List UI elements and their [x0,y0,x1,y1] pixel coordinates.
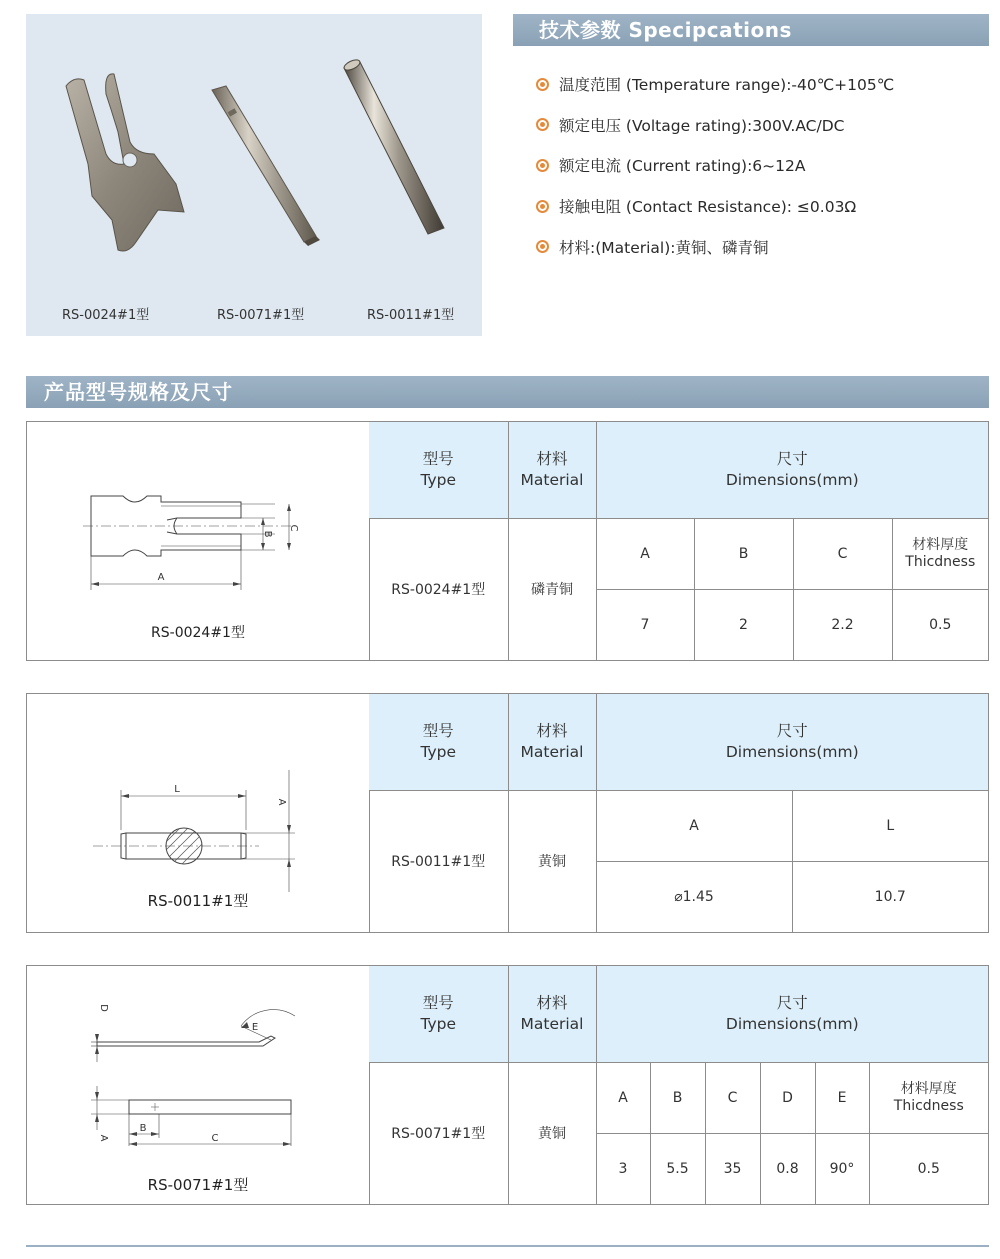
cell-material: 黄铜 [508,790,596,932]
product-photos [26,14,482,336]
photo-label-rs0024: RS-0024#1型 [62,308,150,323]
dim-value-l: 10.7 [792,861,988,932]
dim-label-a: A [596,1062,650,1133]
spec-list [536,64,986,267]
cell-model: RS-0024#1型 [369,518,508,660]
header-dimensions: 尺寸 Dimensions(mm) [596,694,988,790]
header-material: 材料 Material [508,694,596,790]
drawing-rs0024 [27,422,370,660]
drawing-label-e: E [251,1022,259,1033]
dim-label-a: A [596,790,792,861]
spec-text-material: 材料:(Material):黄铜、磷青铜 [559,238,769,257]
dim-label-b: B [650,1062,705,1133]
spec-item [536,145,986,186]
product-section-title: 产品型号规格及尺寸 [26,376,989,408]
dim-value-c: 35 [705,1133,760,1204]
drawing-rs0011 [27,694,370,932]
dim-label-l: L [792,790,988,861]
dim-label-a: A [596,518,694,589]
header-type: 型号 Type [369,422,508,518]
spec-item [536,226,986,267]
dim-label-c: C [705,1062,760,1133]
dim-label-b: B [694,518,793,589]
drawing-label-a: A [157,572,165,583]
flat-blade-photo [212,86,320,246]
cell-model: RS-0071#1型 [369,1062,508,1204]
spec-table-rs0071 [369,966,988,1205]
spec-table-rs0011 [369,694,988,933]
header-type: 型号 Type [369,694,508,790]
dim-value-c: 2.2 [793,589,892,660]
header-dimensions: 尺寸 Dimensions(mm) [596,966,988,1062]
cell-material: 磷青铜 [508,518,596,660]
circle-bullet-icon [536,240,549,253]
dim-value-b: 5.5 [650,1133,705,1204]
round-pin-photo [343,58,444,234]
spec-text-resistance: 接触电阻 (Contact Resistance): ≤0.03Ω [559,198,857,217]
product-block-rs0071 [26,965,989,1205]
dim-value-d: 0.8 [760,1133,815,1204]
drawing-label-b: B [139,1123,147,1134]
circle-bullet-icon [536,78,549,91]
dim-label-c: C [793,518,892,589]
dim-value-thickness: 0.5 [869,1133,988,1204]
spec-table-rs0024 [369,422,988,661]
drawing-label-b: B [262,530,273,538]
drawing-label-a: A [276,798,287,806]
dim-value-a: 7 [596,589,694,660]
forked-terminal-photo [66,74,184,251]
dim-value-b: 2 [694,589,793,660]
cell-material: 黄铜 [508,1062,596,1204]
spec-item [536,186,986,227]
drawing-label-d: D [98,1004,109,1012]
dim-label-thickness: 材料厚度 Thicdness [869,1062,988,1133]
dim-value-e: 90° [815,1133,869,1204]
drawing-label-l: L [174,784,180,795]
product-block-rs0024 [26,421,989,661]
spec-section-title: 技术参数 Specipcations [513,14,989,46]
dim-value-thickness: 0.5 [892,589,988,660]
drawing-rs0071 [27,966,370,1204]
dim-label-e: E [815,1062,869,1133]
cell-model: RS-0011#1型 [369,790,508,932]
dim-label-thickness: 材料厚度 Thicdness [892,518,988,589]
technical-drawing-blade [27,966,369,1204]
header-material: 材料 Material [508,966,596,1062]
spec-item [536,64,986,105]
bottom-divider [26,1245,989,1247]
header-type: 型号 Type [369,966,508,1062]
photo-label-rs0011: RS-0011#1型 [367,308,455,323]
drawing-caption-rs0071: RS-0071#1型 [147,1176,249,1194]
drawing-caption-rs0011: RS-0011#1型 [147,892,249,910]
spec-item [536,105,986,146]
product-block-rs0011 [26,693,989,933]
drawing-label-a: A [98,1134,109,1142]
header-material: 材料 Material [508,422,596,518]
circle-bullet-icon [536,118,549,131]
header-dimensions: 尺寸 Dimensions(mm) [596,422,988,518]
drawing-caption-rs0024: RS-0024#1型 [151,625,245,641]
spec-text-temperature: 温度范围 (Temperature range):-40℃+105℃ [559,76,895,95]
circle-bullet-icon [536,159,549,172]
spec-text-current: 额定电流 (Current rating):6~12A [559,157,806,176]
product-photo-panel [26,14,482,336]
dim-value-a: ⌀1.45 [596,861,792,932]
circle-bullet-icon [536,200,549,213]
photo-label-rs0071: RS-0071#1型 [217,308,305,323]
drawing-label-c: C [288,524,299,532]
dim-value-a: 3 [596,1133,650,1204]
spec-text-voltage: 额定电压 (Voltage rating):300V.AC/DC [559,116,845,135]
drawing-label-c: C [211,1133,219,1144]
dim-label-d: D [760,1062,815,1133]
